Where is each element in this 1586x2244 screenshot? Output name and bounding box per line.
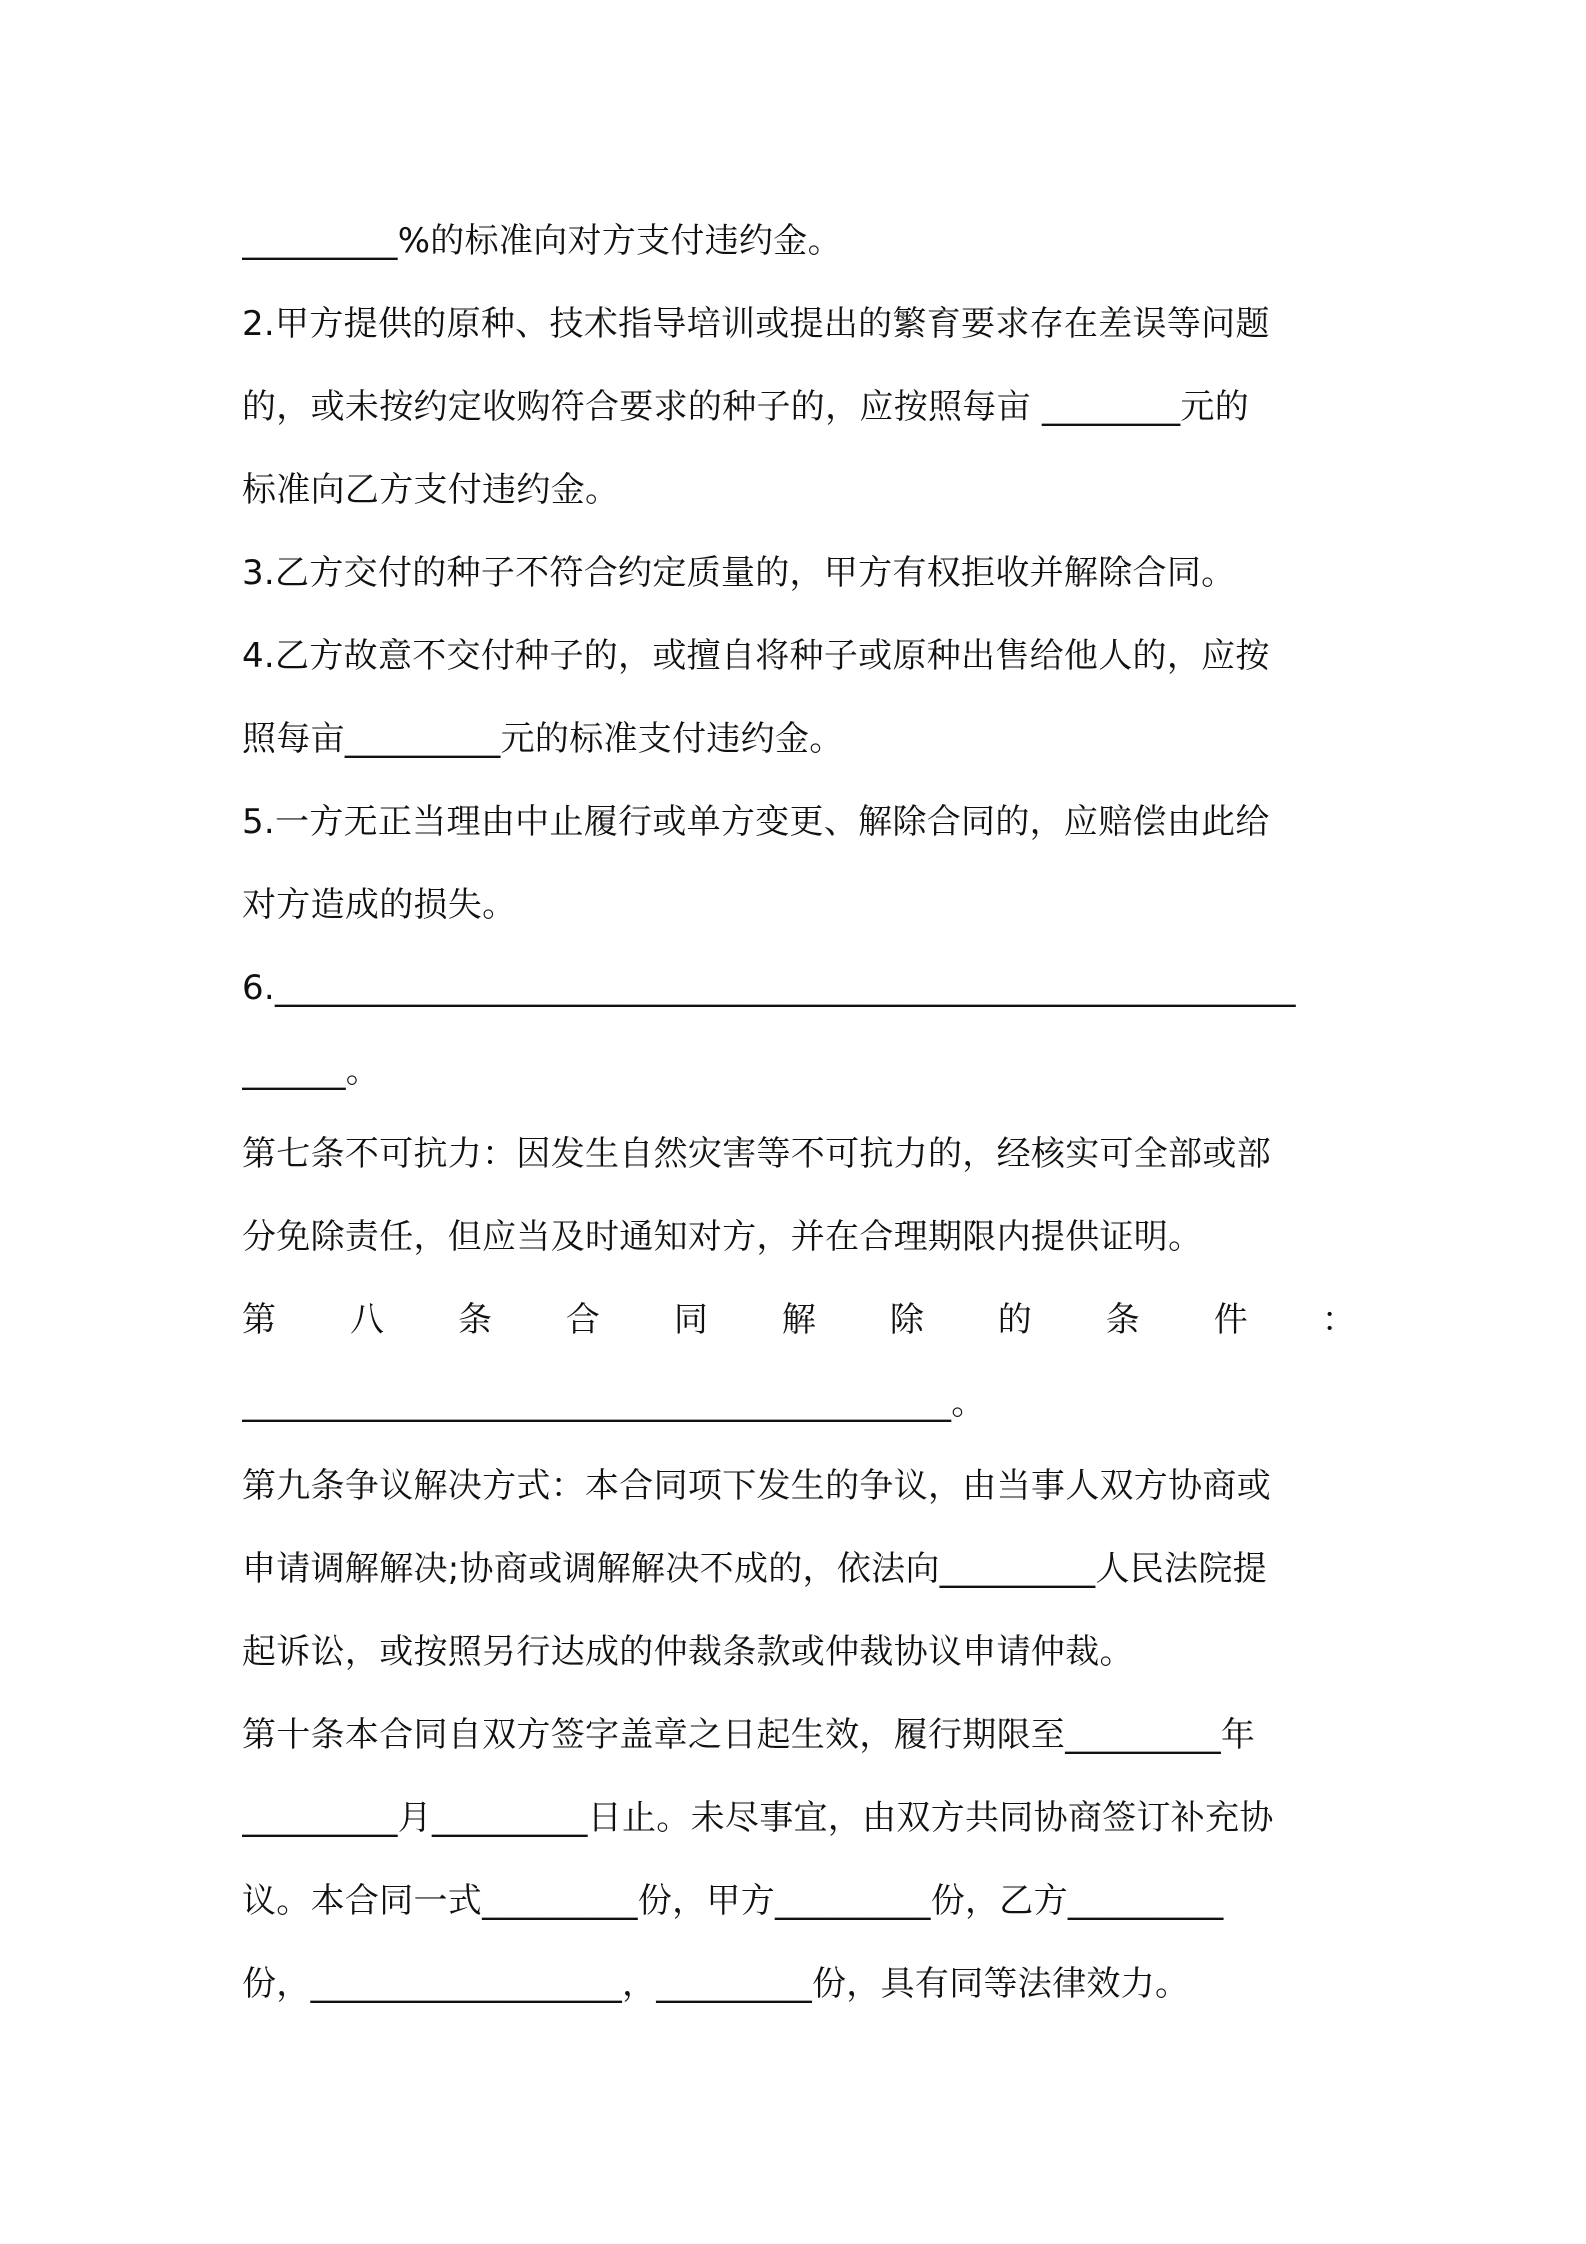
text-line: 议。本合同一式_________份，甲方_________份，乙方_________ [242, 1881, 1224, 1921]
text-line: _________%的标准向对方支付违约金。 [242, 221, 842, 261]
article-8-char: ： [1321, 1300, 1356, 1340]
article-8-char: 除 [889, 1300, 925, 1340]
text-line: 第九条争议解决方式：本合同项下发生的争议，由当事人双方协商或 [242, 1466, 1271, 1506]
text-line: 的，或未按约定收购符合要求的种子的，应按照每亩 ________元的 [242, 387, 1250, 427]
article-8-char: 第 [242, 1300, 277, 1340]
text-line: 5.一方无正当理由中止履行或单方变更、解除合同的，应赔偿由此给 [242, 802, 1270, 842]
article-8-char: 件 [1213, 1300, 1249, 1340]
document-body [242, 200, 1356, 2026]
text-line: 4.乙方故意不交付种子的，或擅自将种子或原种出售给他人的，应按 [242, 636, 1270, 676]
text-line: 照每亩_________元的标准支付违约金。 [242, 719, 844, 759]
article-8-char: 条 [457, 1300, 493, 1340]
text-line: 分免除责任，但应当及时通知对方，并在合理期限内提供证明。 [242, 1217, 1203, 1257]
article-8-char: 的 [997, 1300, 1033, 1340]
text-line: 对方造成的损失。 [242, 885, 517, 925]
article-8-char: 同 [673, 1300, 709, 1340]
text-line: _________________________________________。 [242, 1383, 986, 1423]
article-8-char: 八 [349, 1300, 385, 1340]
article-8-char: 合 [565, 1300, 601, 1340]
text-line: 第七条不可抗力：因发生自然灾害等不可抗力的，经核实可全部或部 [242, 1134, 1271, 1174]
text-line: 2.甲方提供的原种、技术指导培训或提出的繁育要求存在差误等问题 [242, 304, 1270, 344]
article-8-heading [242, 1279, 1356, 1362]
article-8-char: 解 [781, 1300, 817, 1340]
text-line: 申请调解解决;协商或调解解决不成的，依法向_________人民法院提 [242, 1549, 1267, 1589]
text-line: _________月_________日止。未尽事宜，由双方共同协商签订补充协 [242, 1798, 1274, 1838]
text-line: ______。 [242, 1051, 381, 1091]
article-8-char: 条 [1105, 1300, 1141, 1340]
text-line: 起诉讼，或按照另行达成的仲裁条款或仲裁协议申请仲裁。 [242, 1632, 1134, 1672]
text-line: 份，__________________，_________份，具有同等法律效力。 [242, 1964, 1190, 2004]
text-line: 3.乙方交付的种子不符合约定质量的，甲方有权拒收并解除合同。 [242, 553, 1236, 593]
text-line: 第十条本合同自双方签字盖章之日起生效，履行期限至_________年 [242, 1715, 1256, 1755]
text-line: 标准向乙方支付违约金。 [242, 470, 620, 510]
text-line: 6.___________________________________________________________ [242, 968, 1296, 1008]
